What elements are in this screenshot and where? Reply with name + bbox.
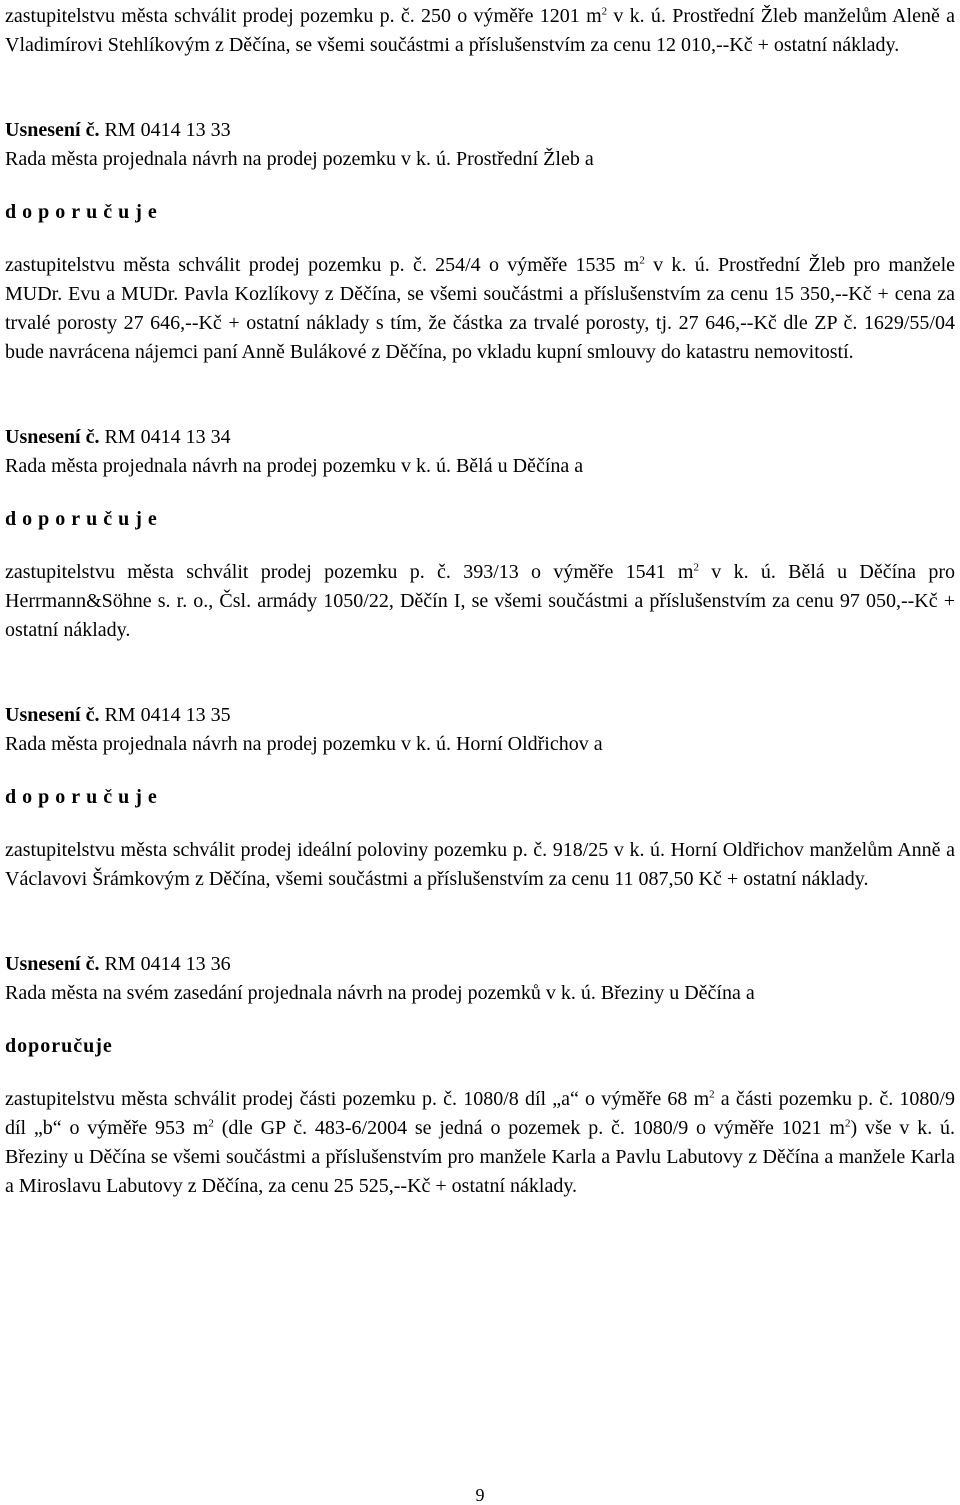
superscript: 2	[208, 1117, 214, 1130]
intro-text-cont: v k. ú. Prostřední Žleb manželům Aleně a Vladimírovi Stehlíkovým z Děčína, se všemi součástmi a příslušenstvím za cenu 12 010,--Kč + ostatní náklady.	[5, 5, 955, 56]
body-text-cont: (dle GP č. 483-6/2004 se jedná o pozemek p. č. 1080/9 o výměře 1021 m	[213, 1117, 845, 1139]
superscript: 2	[709, 1088, 715, 1101]
recommendation-word: doporučuje	[5, 201, 163, 223]
resolution-number: RM 0414 13 35	[104, 704, 231, 726]
body-text: zastupitelstvu města schválit prodej části pozemku p. č. 1080/8 díl „a“ o výměře 68 m	[5, 1088, 710, 1110]
resolution-body	[5, 558, 955, 645]
resolution-label: Usnesení č.	[5, 704, 100, 726]
resolution-label: Usnesení č.	[5, 426, 100, 448]
resolution-body	[5, 251, 955, 367]
page-number: 9	[475, 1485, 485, 1505]
resolution-number: RM 0414 13 36	[104, 953, 231, 975]
resolution-35	[5, 701, 955, 894]
resolution-heading	[5, 950, 955, 979]
body-text-cont: a části pozemku p. č. 1080/9 díl „b“ o výměře 953 m	[5, 1088, 955, 1139]
superscript: 2	[639, 254, 645, 267]
superscript: 2	[844, 1117, 851, 1130]
resolution-label: Usnesení č.	[5, 953, 100, 975]
intro-paragraph	[5, 2, 955, 60]
resolution-heading	[5, 423, 955, 452]
resolution-heading	[5, 701, 955, 730]
resolution-subject: Rada města projednala návrh na prodej pozemku v k. ú. Horní Oldřichov a	[5, 733, 603, 755]
resolution-34	[5, 423, 955, 645]
resolution-subject: Rada města projednala návrh na prodej pozemku v k. ú. Bělá u Děčína a	[5, 455, 584, 477]
resolution-label: Usnesení č.	[5, 119, 100, 141]
resolution-number: RM 0414 13 33	[104, 119, 231, 141]
document-page	[5, 0, 955, 1201]
resolution-subject: Rada města projednala návrh na prodej pozemku v k. ú. Prostřední Žleb a	[5, 148, 594, 170]
body-text: zastupitelstvu města schválit prodej pozemku p. č. 393/13 o výměře 1541 m	[5, 561, 694, 583]
resolution-heading	[5, 116, 955, 145]
recommendation-word: doporučuje	[5, 1035, 113, 1057]
body-text-cont: ) vše v k. ú. Březiny u Děčína se všemi součástmi a příslušenstvím pro manžele Karla a Pavlu Labutovy z Děčína a manžele Karla a Miroslavu Labutovy z Děčína, za cenu 25 525,--Kč + ostatní náklady.	[5, 1117, 955, 1197]
recommendation-word: doporučuje	[5, 786, 163, 808]
resolution-body	[5, 1085, 955, 1201]
resolution-body	[5, 836, 955, 894]
superscript: 2	[601, 5, 608, 18]
resolution-number: RM 0414 13 34	[104, 426, 231, 448]
body-text: zastupitelstvu města schválit prodej pozemku p. č. 254/4 o výměře 1535 m	[5, 254, 640, 276]
body-text-cont: v k. ú. Bělá u Děčína pro Herrmann&Söhne s. r. o., Čsl. armády 1050/22, Děčín I, se všemi součástmi a příslušenstvím za cenu 97 050,--Kč + ostatní náklady.	[5, 561, 955, 641]
superscript: 2	[693, 561, 699, 574]
intro-text: zastupitelstvu města schválit prodej pozemku p. č. 250 o výměře 1201 m	[5, 5, 602, 27]
body-text: zastupitelstvu města schválit prodej ideální poloviny pozemku p. č. 918/25 v k. ú. Horní Oldřichov manželům Anně a Václavovi Šrámkovým z Děčína, všemi součástmi a příslušenstvím za cenu 11 087,50 Kč + ostatní náklady.	[5, 839, 955, 890]
resolution-33	[5, 116, 955, 367]
resolution-36	[5, 950, 955, 1201]
recommendation-word: doporučuje	[5, 508, 163, 530]
resolution-subject: Rada města na svém zasedání projednala návrh na prodej pozemků v k. ú. Březiny u Děčína a	[5, 982, 755, 1004]
body-text-cont: v k. ú. Prostřední Žleb pro manžele MUDr. Evu a MUDr. Pavla Kozlíkovy z Děčína, se všemi součástmi a příslušenstvím za cenu 15 350,--Kč + cena za trvalé porosty 27 646,--Kč + ostatní náklady s tím, že částka za trvalé porosty, tj. 27 646,--Kč dle ZP č. 1629/55/04 bude navrácena nájemci paní Anně Bulákové z Děčína, po vkladu kupní smlouvy do katastru nemovitostí.	[5, 254, 956, 363]
